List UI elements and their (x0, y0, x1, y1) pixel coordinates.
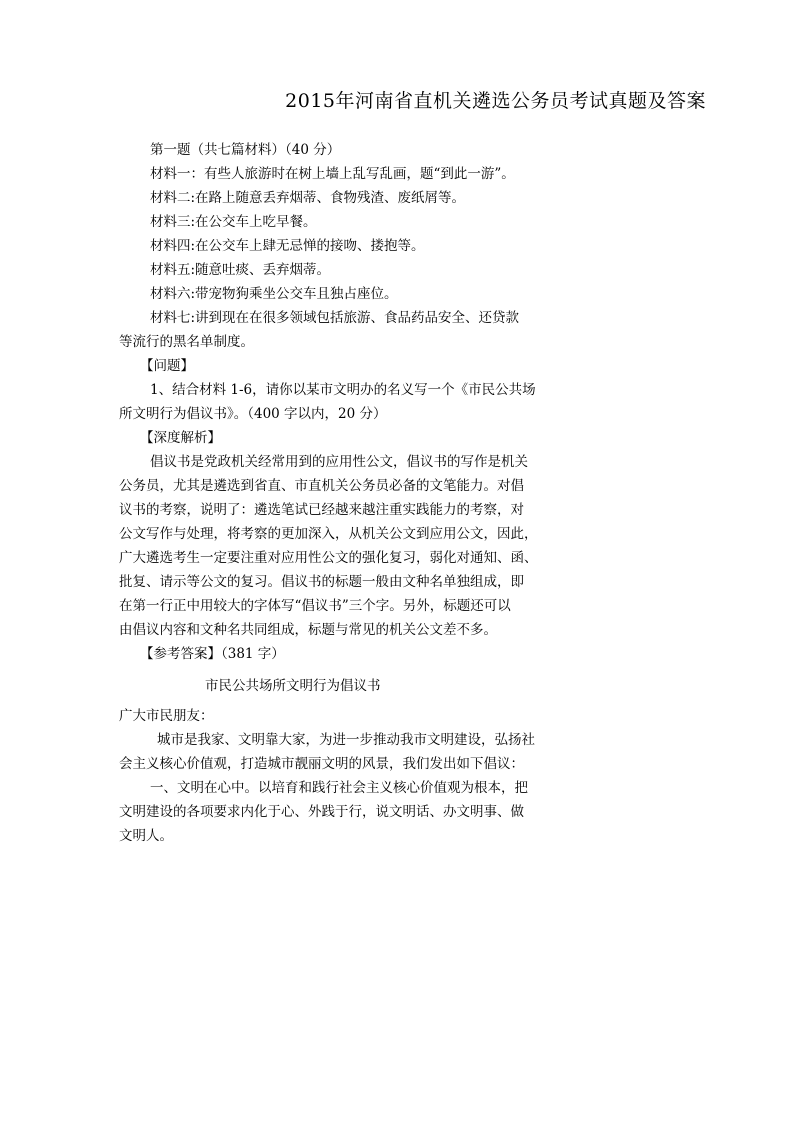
analysis-line: 公务员，尤其是遴选到省直、市直机关公务员必备的文笔能力。对倡 (119, 478, 524, 494)
point-line: 一、文明在心中。以培育和践行社会主义核心价值观为根本，把 (150, 780, 528, 796)
material-line: 材料五:随意吐痰、丢弃烟蒂。 (150, 262, 331, 278)
analysis-line: 广大遴选考生一定要注重对应用性公文的强化复习，弱化对通知、函、 (119, 550, 538, 566)
question-header: 第一题（共七篇材料）（40 分） (150, 142, 341, 158)
analysis-line: 由倡议内容和文种名共同组成，标题与常见的机关公文差不多。 (119, 622, 497, 638)
question-line: 1、结合材料 1-6，请你以某市文明办的名义写一个《市民公共场 (150, 382, 536, 398)
material-line: 材料一：有些人旅游时在树上墙上乱写乱画，题“到此一游”。 (150, 166, 515, 182)
material-line: 材料三:在公交车上吃早餐。 (150, 214, 317, 230)
document-title: 2015年河南省直机关遴选公务员考试真题及答案 (285, 90, 706, 112)
material-line: 等流行的黑名单制度。 (119, 334, 254, 350)
point-line: 文明人。 (119, 828, 173, 844)
question-line: 所文明行为倡议书》。（400 字以内，20 分） (119, 406, 387, 422)
analysis-line: 公文写作与处理，将考察的更加深入，从机关公文到应用公文，因此， (119, 526, 538, 542)
point-line: 文明建设的各项要求内化于心、外践于行，说文明话、办文明事、做 (119, 804, 524, 820)
material-line: 材料七:讲到现在在很多领域包括旅游、食品药品安全、还贷款 (150, 310, 520, 326)
analysis-line: 倡议书是党政机关经常用到的应用性公文，倡议书的写作是机关 (150, 454, 528, 470)
material-line: 材料二:在路上随意丢弃烟蒂、食物残渣、废纸屑等。 (150, 190, 466, 206)
document-body (119, 138, 551, 848)
intro-line: 城市是我家、文明靠大家，为进一步推动我市文明建设，弘扬社 (157, 732, 535, 748)
question-label: 【问题】 (140, 358, 194, 374)
material-line: 材料六:带宠物狗乘坐公交车且独占座位。 (150, 286, 398, 302)
salutation: 广大市民朋友： (119, 708, 214, 724)
analysis-line: 议书的考察，说明了：遴选笔试已经越来越注重实践能力的考察，对 (119, 502, 524, 518)
intro-line: 会主义核心价值观，打造城市靓丽文明的风景，我们发出如下倡议： (119, 756, 524, 772)
analysis-label: 【深度解析】 (140, 430, 221, 446)
analysis-line: 批复、请示等公文的复习。倡议书的标题一般由文种名单独组成，即 (119, 574, 524, 590)
proposal-title: 市民公共场所文明行为倡议书 (205, 678, 381, 694)
analysis-line: 在第一行正中用较大的字体写“倡议书”三个字。另外，标题还可以 (119, 598, 511, 614)
material-line: 材料四:在公交车上肆无忌惮的接吻、搂抱等。 (150, 238, 425, 254)
answer-label: 【参考答案】（381 字） (140, 646, 285, 662)
